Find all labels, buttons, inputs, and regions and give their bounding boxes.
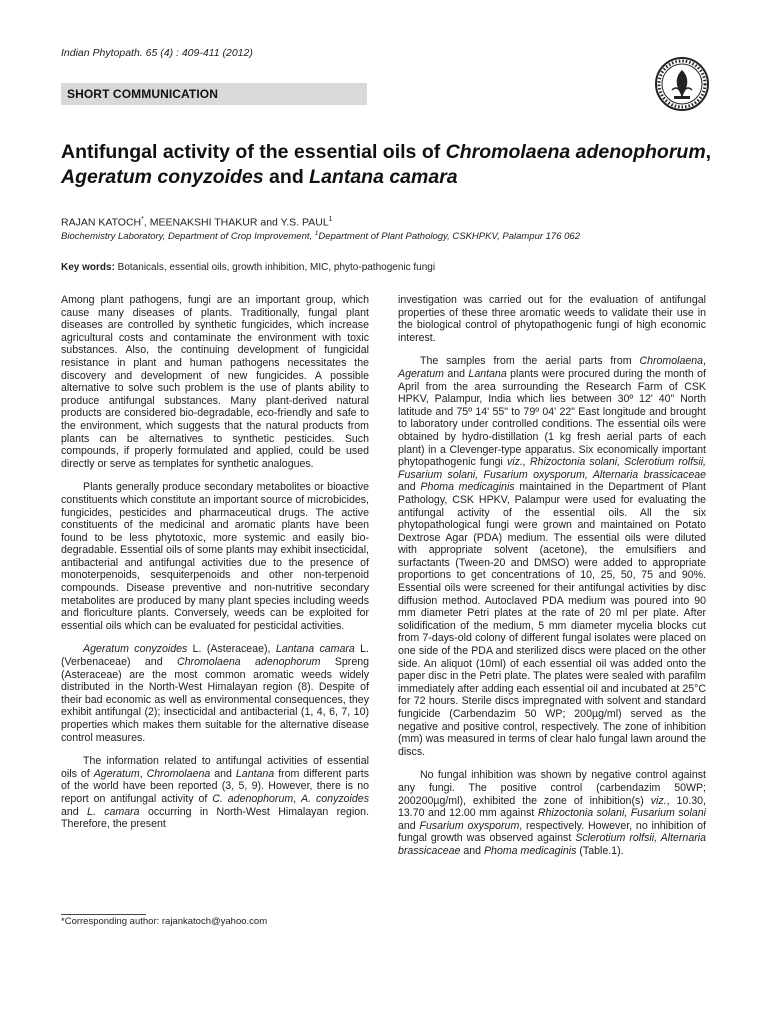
body-column-right	[398, 294, 706, 858]
paragraph: The samples from the aerial parts from Chromolaena, Ageratum and Lantana plants were procured during the month of April from the area surrounding the Research Farm of CSK HPKV, Palampur, India which lies between 30º 12' 40" North latitude and 75º 14' 55" to 79º 04' 22" East longitude and brought to laboratory under controlled conditions. The essential oils were obtained by hydro-distillation (1 kg fresh aerial parts of each plant) in a Clevenger-type apparatus. Six economically important phytopathogenic fungi viz., Rhizoctonia solani, Sclerotium rolfsii, Fusarium solani, Fusarium oxysporum, Alternaria brassicaceae and Phoma medicaginis maintained in the Department of Plant Pathology, CSK HPKV, Palampur were used for evaluating the antifungal activity of the essential oils. All the six phytopathological fungi were grown and maintained on Potato Dextrose Agar (PDA) medium. The essential oils were diluted with appropriate solvent (acetone), the emulsifiers and surfactants (Tween-20 and DMSO) were added to appropriate proportions to get concentrations of 10, 25, 50, 75 and 90%. Essential oils were screened for their antifungal activities by disc diffusion method. Autoclaved PDA medium was poured into 90 mm diameter Petri plates at the rate of 20 ml per plate. After solidification of the medium, 5 mm diameter mycelia blocks cut from 7-days-old colony of different fungal isolates were placed on one side of the PDA and sterilized discs were placed on the other side. An aliquot (10ml) of each essential oil was added onto the paper disc in the Petri plate. The plates were sealed with parafilm immediately after adding each essential oil and incubated at 25°C for 72 hours. Sterile discs impregnated with solvent and standard fungicide (Carbendazim 50 WP; 200µg/ml) served as the negative and positive control, respectively. The zone of inhibition (mm) was measured in terms of clear halo fungal lawn around the discs.	[398, 355, 707, 758]
society-seal-icon	[654, 56, 710, 112]
footnote-rule	[61, 914, 146, 915]
keywords: Key words: Botanicals, essential oils, growth inhibition, MIC, phyto-pathogenic fungi	[61, 262, 436, 273]
paragraph: No fungal inhibition was shown by negative control against any fungi. The positive control (carbendazim 50WP; 200200µg/ml), exhibited the zone of inhibition(s) viz., 10.30, 13.70 and 12.00 mm against Rhizoctonia solani, Fusarium solani and Fusarium oxysporum, respectively. However, no inhibition of fungal growth was observed against Sclerotium rolfsii, Alternaria brassicaceae and Phoma medicaginis (Table.1).	[398, 769, 706, 857]
body-column-left	[61, 294, 369, 831]
paragraph: Plants generally produce secondary metabolites or bioactive constituents which constitute an important source of microbicides, fungicides, pesticides and pharmaceutical drugs. The active constituents of the medicinal and aromatic plants have been found to be less phytotoxic, more systemic and easily bio-degradable. Essential oils of some plants may exhibit insecticidal, antibacterial and antifungal activities due to the presence of monoterpenoids, sesquiterpenoids and other non-terpenoid compounds. Disease preventive and non-nutritive secondary metabolites are produced by many plant species including weeds and floriculture plants. Conversely, weeds can be exploited for essential oils which can be evaluated for pesticidal activities.	[61, 481, 369, 632]
author-list: RAJAN KATOCH*, MEENAKSHI THAKUR and Y.S. PAUL$^1$	[61, 216, 333, 229]
section-label-bar	[61, 83, 367, 105]
section-label: SHORT COMMUNICATION	[67, 87, 218, 101]
journal-citation: Indian Phytopath. 65 (4) : 409-411 (2012)	[61, 47, 253, 59]
paragraph: Among plant pathogens, fungi are an important group, which cause many diseases of plants. Traditionally, fungal plant diseases are controlled by synthetic fungicides, which increase agricultural costs and contaminate the environment with toxic substances. Also, the continuing development of fungicidal resistance in plant and human pathogens necessitates the discovery and development of new fungicides. A possible alternative to solve such problem is the use of plants ability to produce antifungal substances. Many plant-derived natural products are considered bio-degradable, eco-friendly and safe to the environment, which suggests that the natural products from plants can be alternatives to synthetic pesticides. Such compounds, if properly formulated and applied, could be used directly or serve as templates for synthetic analogues.	[61, 294, 369, 470]
corresponding-author-footnote: *Corresponding author: rajankatoch@yahoo.com	[61, 916, 268, 927]
article-title: Antifungal activity of the essential oils of Chromolaena adenophorum, Ageratum conyzoides and Lantana camara	[61, 141, 712, 188]
keywords-label: Key words:	[61, 262, 115, 273]
paragraph: The information related to antifungal activities of essential oils of Ageratum, Chromolaena and Lantana from different parts of the world have been reported (3, 5, 9). However, there is no report on antifungal activity of C. adenophorum, A. conyzoides and L. camara occurring in North-West Himalayan region. Therefore, the present	[61, 755, 370, 831]
paragraph: Ageratum conyzoides L. (Asteraceae), Lantana camara L. (Verbenaceae) and Chromolaena adenophorum Spreng (Asteraceae) are the most common aromatic weeds widely distributed in the North-West Himalayan region (8). Despite of their bad economic as well as environmental consequences, they exhibit antifungal (2); insecticidal and antibacterial (1, 4, 6, 7, 10) properties which makes them suitable for the alternative disease control measures.	[61, 643, 370, 744]
paragraph: investigation was carried out for the evaluation of antifungal properties of these three aromatic weeds to validate their use in the biological control of phytopathogenic fungi of high economic interest.	[398, 294, 706, 344]
author-affiliation: Biochemistry Laboratory, Department of Crop Improvement, $^1$Department of Plant Pathology, CSKHPKV, Palampur 176 062	[61, 230, 580, 243]
